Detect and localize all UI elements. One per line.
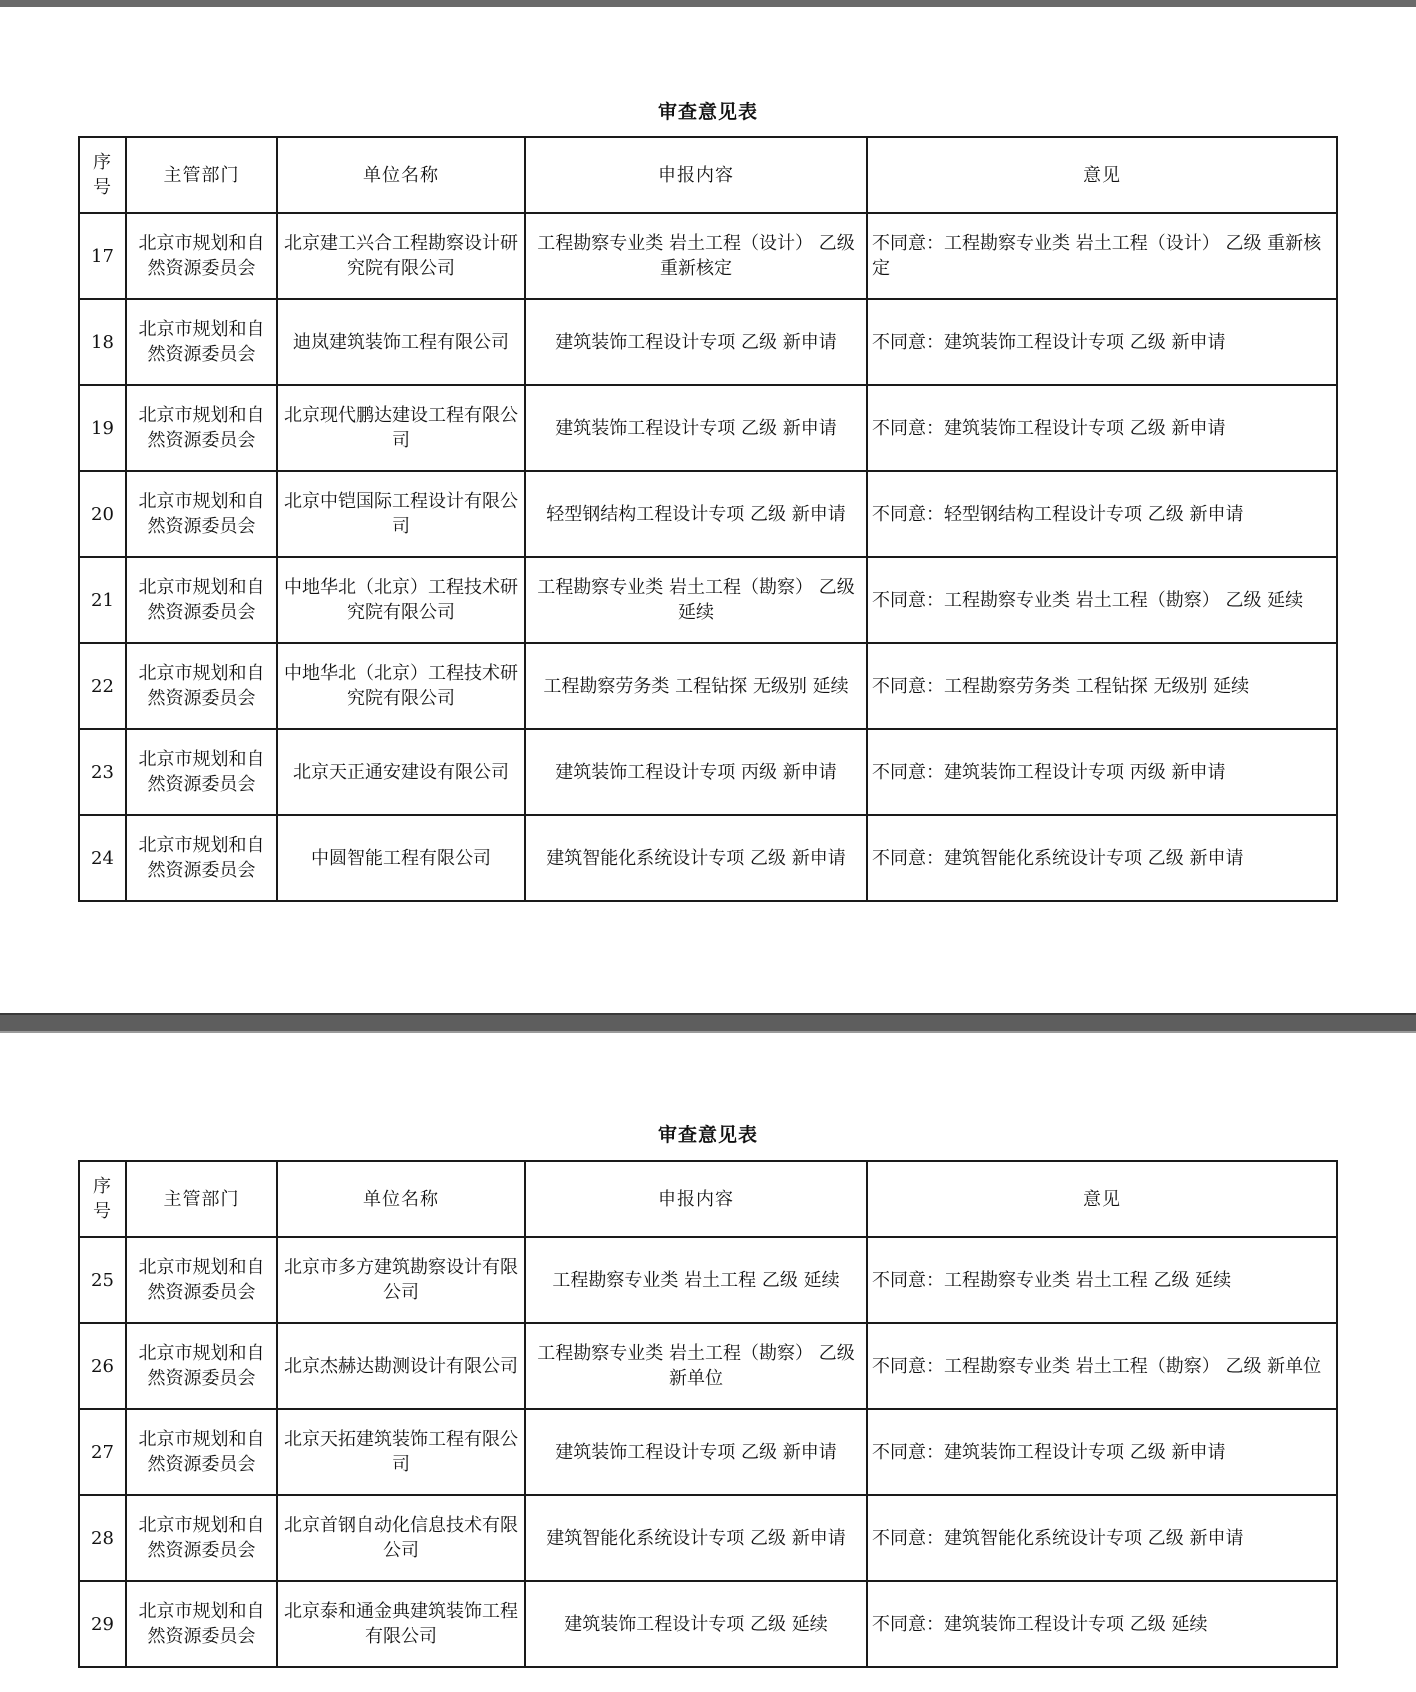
row-unit: 中地华北（北京）工程技术研究院有限公司: [277, 557, 525, 643]
table-row: [79, 643, 1337, 729]
row-content: 建筑装饰工程设计专项 乙级 新申请: [525, 1409, 867, 1495]
table-row: [79, 557, 1337, 643]
row-dept: 北京市规划和自然资源委员会: [126, 385, 277, 471]
page-title: 审查意见表: [657, 1124, 758, 1146]
row-content: 建筑智能化系统设计专项 乙级 新申请: [525, 815, 867, 901]
row-no: 29: [79, 1581, 126, 1667]
review-table: [78, 136, 1338, 902]
table-row: [79, 385, 1337, 471]
table-row: [79, 471, 1337, 557]
row-unit: 北京泰和通金典建筑装饰工程有限公司: [277, 1581, 525, 1667]
header-content: 申报内容: [525, 1161, 867, 1237]
row-no: 28: [79, 1495, 126, 1581]
page-separator: [0, 1013, 1416, 1033]
header-dept: 主管部门: [126, 137, 277, 213]
row-opinion: 不同意：工程勘察专业类 岩土工程（设计） 乙级 重新核定: [867, 213, 1337, 299]
table-row: [79, 1581, 1337, 1667]
row-opinion: 不同意：建筑装饰工程设计专项 丙级 新申请: [867, 729, 1337, 815]
row-content: 工程勘察专业类 岩土工程 乙级 延续: [525, 1237, 867, 1323]
row-dept: 北京市规划和自然资源委员会: [126, 815, 277, 901]
header-unit: 单位名称: [277, 1161, 525, 1237]
row-no: 22: [79, 643, 126, 729]
table-row: [79, 1237, 1337, 1323]
row-dept: 北京市规划和自然资源委员会: [126, 471, 277, 557]
row-dept: 北京市规划和自然资源委员会: [126, 1581, 277, 1667]
row-opinion: 不同意：建筑智能化系统设计专项 乙级 新申请: [867, 1495, 1337, 1581]
row-content: 工程勘察专业类 岩土工程（勘察） 乙级 新单位: [525, 1323, 867, 1409]
row-opinion: 不同意：工程勘察专业类 岩土工程 乙级 延续: [867, 1237, 1337, 1323]
row-opinion: 不同意：建筑装饰工程设计专项 乙级 延续: [867, 1581, 1337, 1667]
row-content: 建筑装饰工程设计专项 乙级 新申请: [525, 299, 867, 385]
row-content: 工程勘察劳务类 工程钻探 无级别 延续: [525, 643, 867, 729]
row-opinion: 不同意：建筑装饰工程设计专项 乙级 新申请: [867, 385, 1337, 471]
row-no: 17: [79, 213, 126, 299]
row-no: 21: [79, 557, 126, 643]
row-no: 20: [79, 471, 126, 557]
row-dept: 北京市规划和自然资源委员会: [126, 643, 277, 729]
row-no: 18: [79, 299, 126, 385]
row-opinion: 不同意：建筑智能化系统设计专项 乙级 新申请: [867, 815, 1337, 901]
row-no: 27: [79, 1409, 126, 1495]
header-opinion: 意见: [867, 1161, 1337, 1237]
row-opinion: 不同意：工程勘察专业类 岩土工程（勘察） 乙级 延续: [867, 557, 1337, 643]
row-content: 工程勘察专业类 岩土工程（勘察） 乙级 延续: [525, 557, 867, 643]
row-dept: 北京市规划和自然资源委员会: [126, 299, 277, 385]
table-row: [79, 729, 1337, 815]
table-row: [79, 213, 1337, 299]
row-unit: 北京天拓建筑装饰工程有限公司: [277, 1409, 525, 1495]
row-dept: 北京市规划和自然资源委员会: [126, 213, 277, 299]
table-row: [79, 299, 1337, 385]
header-dept: 主管部门: [126, 1161, 277, 1237]
row-no: 23: [79, 729, 126, 815]
row-dept: 北京市规划和自然资源委员会: [126, 1323, 277, 1409]
row-dept: 北京市规划和自然资源委员会: [126, 1409, 277, 1495]
row-content: 轻型钢结构工程设计专项 乙级 新申请: [525, 471, 867, 557]
row-unit: 北京现代鹏达建设工程有限公司: [277, 385, 525, 471]
row-content: 工程勘察专业类 岩土工程（设计） 乙级 重新核定: [525, 213, 867, 299]
row-unit: 北京建工兴合工程勘察设计研究院有限公司: [277, 213, 525, 299]
row-no: 24: [79, 815, 126, 901]
row-dept: 北京市规划和自然资源委员会: [126, 557, 277, 643]
row-content: 建筑智能化系统设计专项 乙级 新申请: [525, 1495, 867, 1581]
row-opinion: 不同意：工程勘察劳务类 工程钻探 无级别 延续: [867, 643, 1337, 729]
row-opinion: 不同意：轻型钢结构工程设计专项 乙级 新申请: [867, 471, 1337, 557]
row-no: 19: [79, 385, 126, 471]
page-title: 审查意见表: [657, 101, 758, 123]
row-dept: 北京市规划和自然资源委员会: [126, 729, 277, 815]
table-row: [79, 1409, 1337, 1495]
row-dept: 北京市规划和自然资源委员会: [126, 1495, 277, 1581]
row-unit: 北京首钢自动化信息技术有限公司: [277, 1495, 525, 1581]
review-table: [78, 1160, 1338, 1668]
header-unit: 单位名称: [277, 137, 525, 213]
table-header-row: [79, 137, 1337, 213]
row-unit: 北京天正通安建设有限公司: [277, 729, 525, 815]
header-no: 序号: [79, 1161, 126, 1237]
row-unit: 中地华北（北京）工程技术研究院有限公司: [277, 643, 525, 729]
page-top-edge: [0, 0, 1416, 7]
row-unit: 北京市多方建筑勘察设计有限公司: [277, 1237, 525, 1323]
row-unit: 北京中铠国际工程设计有限公司: [277, 471, 525, 557]
row-content: 建筑装饰工程设计专项 乙级 延续: [525, 1581, 867, 1667]
row-no: 26: [79, 1323, 126, 1409]
row-opinion: 不同意：建筑装饰工程设计专项 乙级 新申请: [867, 1409, 1337, 1495]
table-row: [79, 1495, 1337, 1581]
table-row: [79, 815, 1337, 901]
row-opinion: 不同意：建筑装饰工程设计专项 乙级 新申请: [867, 299, 1337, 385]
header-content: 申报内容: [525, 137, 867, 213]
row-dept: 北京市规划和自然资源委员会: [126, 1237, 277, 1323]
row-no: 25: [79, 1237, 126, 1323]
header-opinion: 意见: [867, 137, 1337, 213]
row-opinion: 不同意：工程勘察专业类 岩土工程（勘察） 乙级 新单位: [867, 1323, 1337, 1409]
row-unit: 中圆智能工程有限公司: [277, 815, 525, 901]
row-unit: 迪岚建筑装饰工程有限公司: [277, 299, 525, 385]
table-header-row: [79, 1161, 1337, 1237]
row-unit: 北京杰赫达勘测设计有限公司: [277, 1323, 525, 1409]
table-row: [79, 1323, 1337, 1409]
row-content: 建筑装饰工程设计专项 丙级 新申请: [525, 729, 867, 815]
header-no: 序号: [79, 137, 126, 213]
row-content: 建筑装饰工程设计专项 乙级 新申请: [525, 385, 867, 471]
